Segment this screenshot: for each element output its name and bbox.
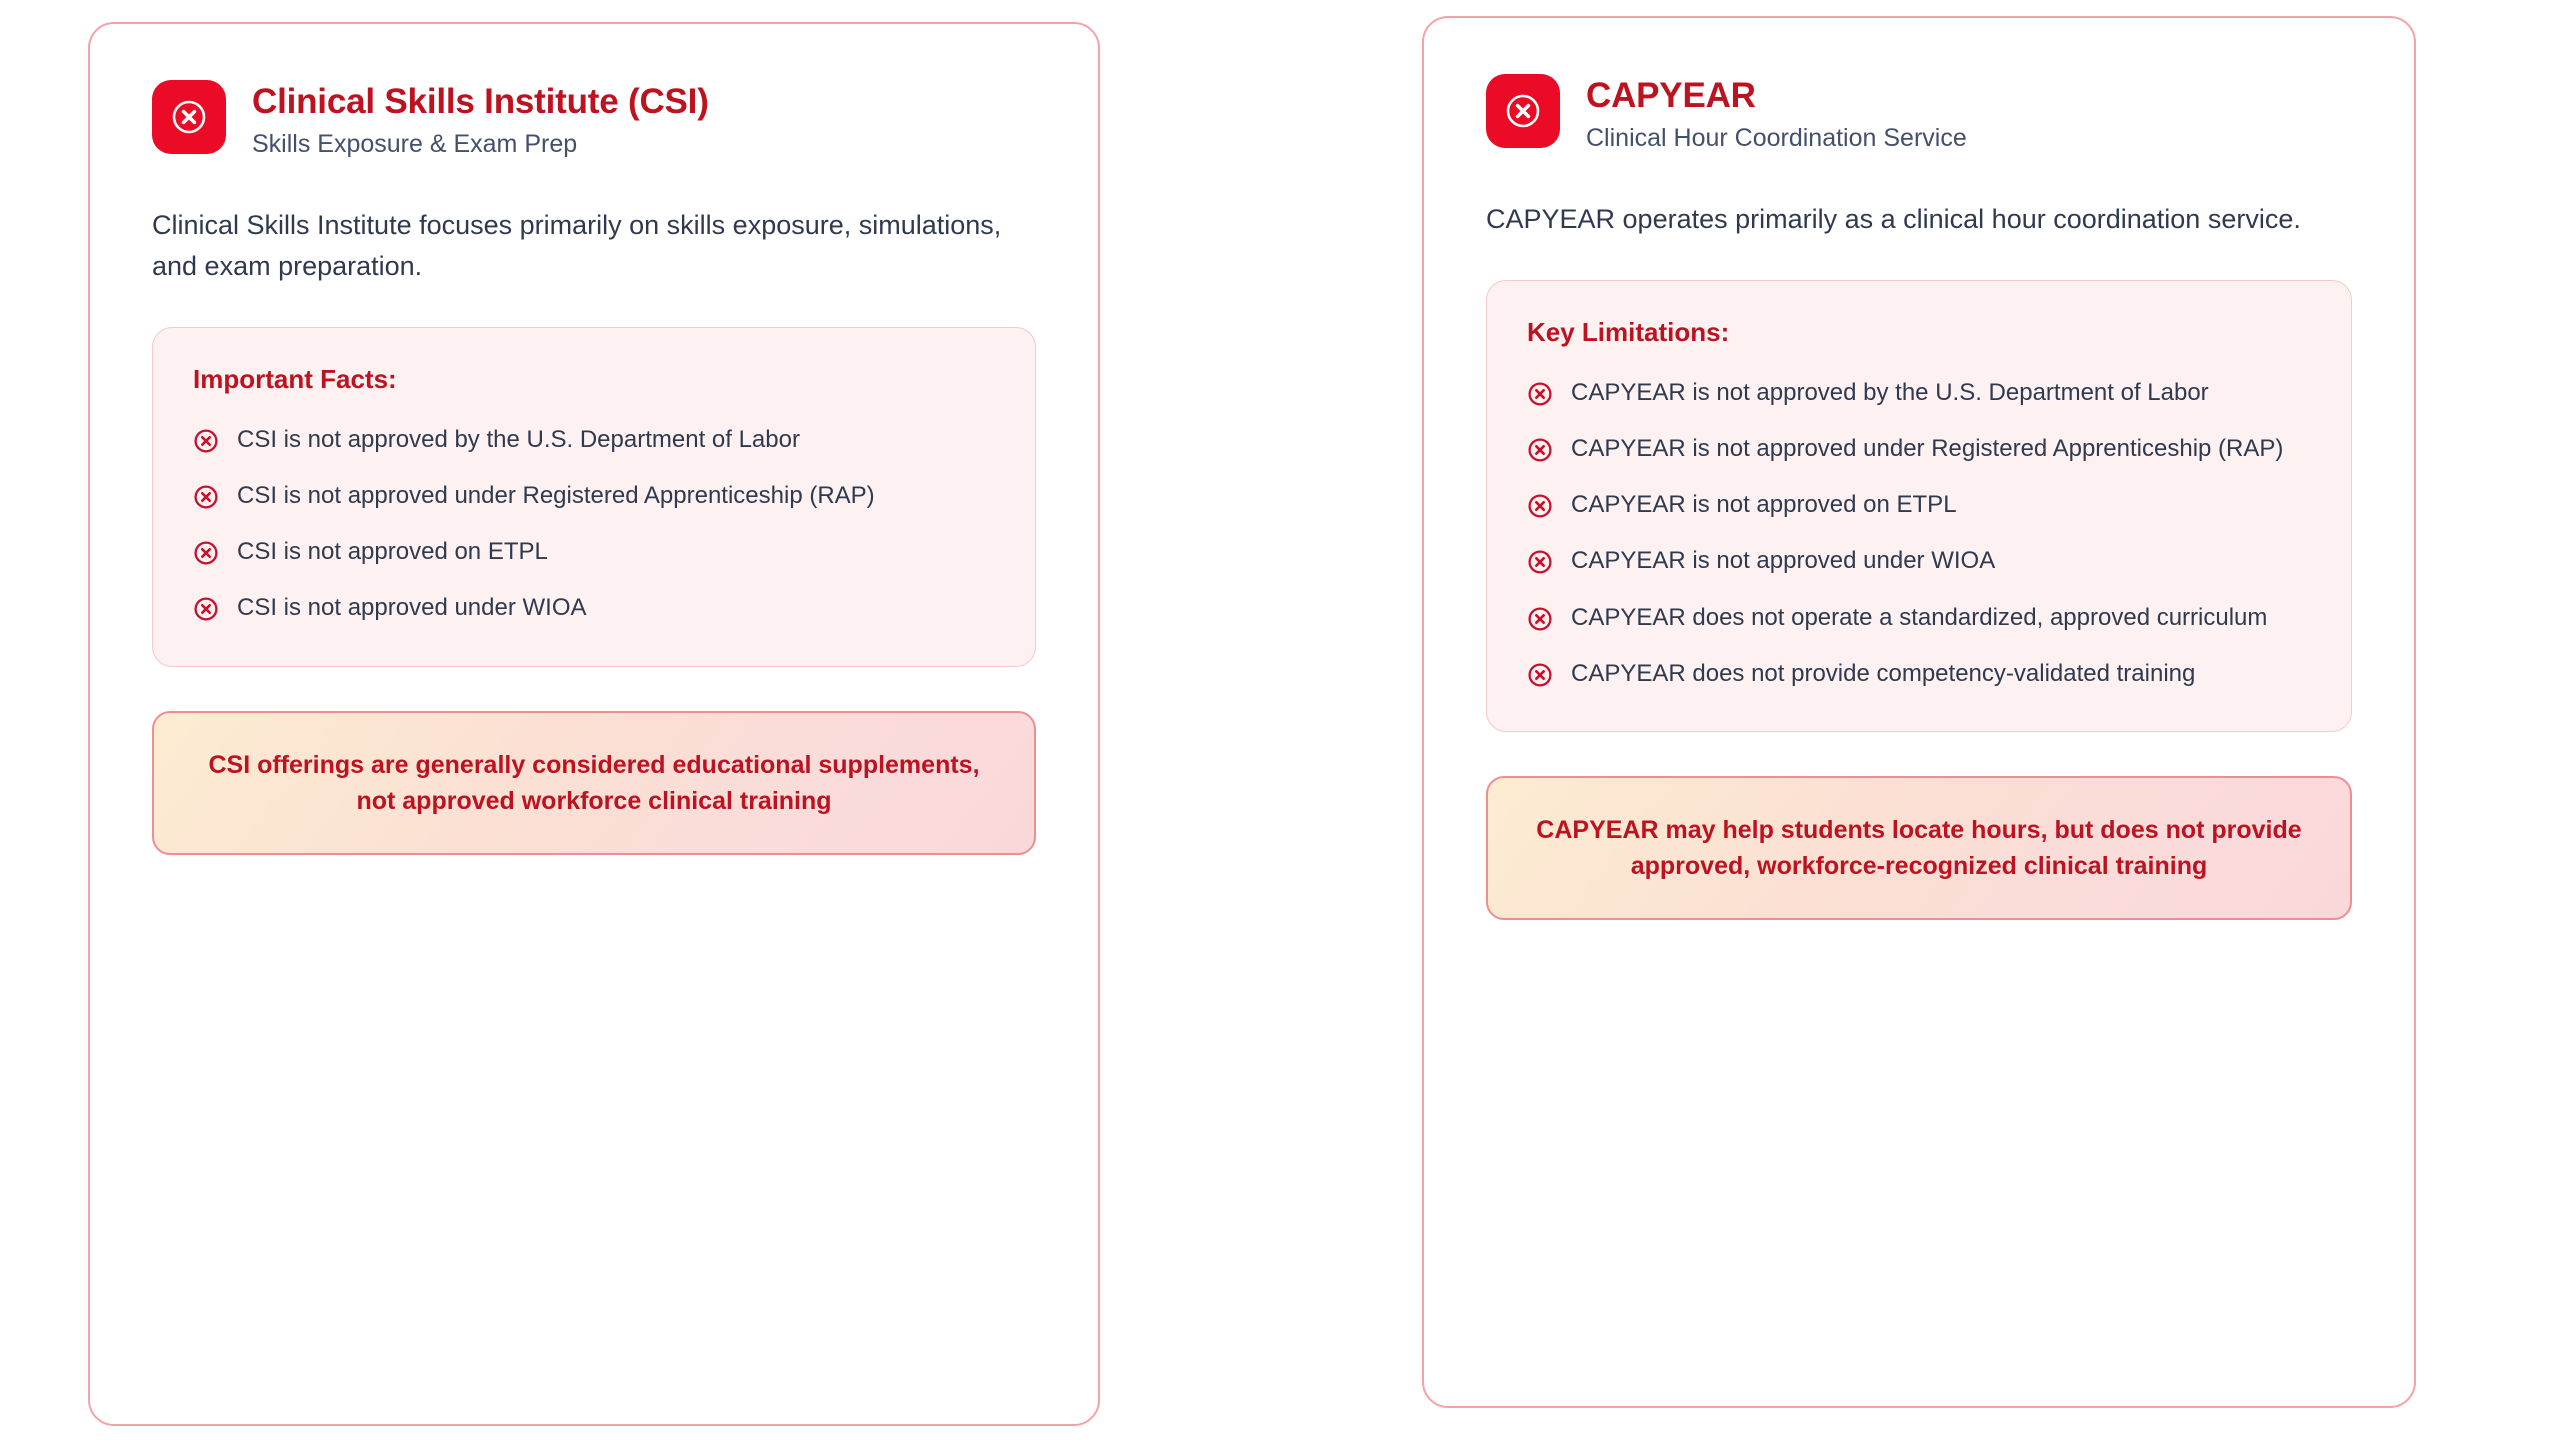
list-item-label: CSI is not approved under Registered Apprenticeship (RAP) (237, 482, 875, 510)
circle-x-icon (1527, 549, 1553, 575)
card-intro-text: CAPYEAR operates primarily as a clinical hour coordination service. (1486, 204, 2301, 235)
list-item-label: CSI is not approved by the U.S. Department of Labor (237, 426, 800, 454)
facts-panel-heading: Important Facts: (193, 364, 397, 395)
key-limitations-panel (1486, 280, 2352, 731)
list-item (1527, 488, 2311, 522)
facts-panel-heading: Key Limitations: (1527, 317, 1730, 348)
facts-list (1527, 376, 2311, 690)
card-intro-text: Clinical Skills Institute focuses primarily on skills exposure, simulations, and exam preparation. (152, 210, 1002, 282)
page-title: CAPYEAR (1586, 76, 1756, 115)
list-item-label: CSI is not approved on ETPL (237, 538, 548, 566)
list-item-label: CAPYEAR does not provide competency-validated training (1571, 659, 2196, 687)
card-subtitle: Clinical Hour Coordination Service (1586, 124, 1967, 153)
card-subtitle: Skills Exposure & Exam Prep (252, 130, 578, 159)
circle-x-icon (1486, 74, 1560, 148)
summary-callout (1486, 776, 2352, 921)
list-item-label: CSI is not approved under WIOA (237, 594, 587, 622)
list-item (193, 535, 995, 569)
card-header (1486, 74, 2352, 153)
card-header (152, 80, 1036, 159)
list-item (1527, 376, 2311, 410)
list-item-label: CAPYEAR does not operate a standardized, approved curriculum (1571, 603, 2268, 631)
provider-card-csi (88, 22, 1100, 1426)
circle-x-icon (193, 540, 219, 566)
list-item (1527, 432, 2311, 466)
summary-callout (152, 711, 1036, 856)
circle-x-icon (152, 80, 226, 154)
list-item (193, 591, 995, 625)
facts-list (193, 423, 995, 625)
list-item (193, 423, 995, 457)
circle-x-icon (1527, 381, 1553, 407)
important-facts-panel (152, 327, 1036, 666)
card-header-text (1586, 74, 1967, 153)
circle-x-icon (1527, 437, 1553, 463)
circle-x-icon (1527, 493, 1553, 519)
card-header-text (252, 80, 709, 159)
summary-callout-text: CSI offerings are generally considered educational supplements, not approved workforce clinical training (208, 750, 980, 815)
list-item-label: CAPYEAR is not approved under WIOA (1571, 547, 1996, 575)
circle-x-icon (193, 428, 219, 454)
circle-x-icon (1527, 606, 1553, 632)
circle-x-icon (193, 484, 219, 510)
list-item-label: CAPYEAR is not approved under Registered Apprenticeship (RAP) (1571, 435, 2284, 463)
list-item-label: CAPYEAR is not approved on ETPL (1571, 491, 1957, 519)
list-item (1527, 657, 2311, 691)
summary-callout-text: CAPYEAR may help students locate hours, but does not provide approved, workforce-recognized clinical training (1536, 815, 2302, 880)
list-item-label: CAPYEAR is not approved by the U.S. Department of Labor (1571, 379, 2209, 407)
list-item (1527, 601, 2311, 635)
list-item (1527, 544, 2311, 578)
circle-x-icon (1527, 662, 1553, 688)
page-title: Clinical Skills Institute (CSI) (252, 82, 709, 121)
provider-card-capyear (1422, 16, 2416, 1408)
circle-x-icon (193, 596, 219, 622)
list-item (193, 479, 995, 513)
